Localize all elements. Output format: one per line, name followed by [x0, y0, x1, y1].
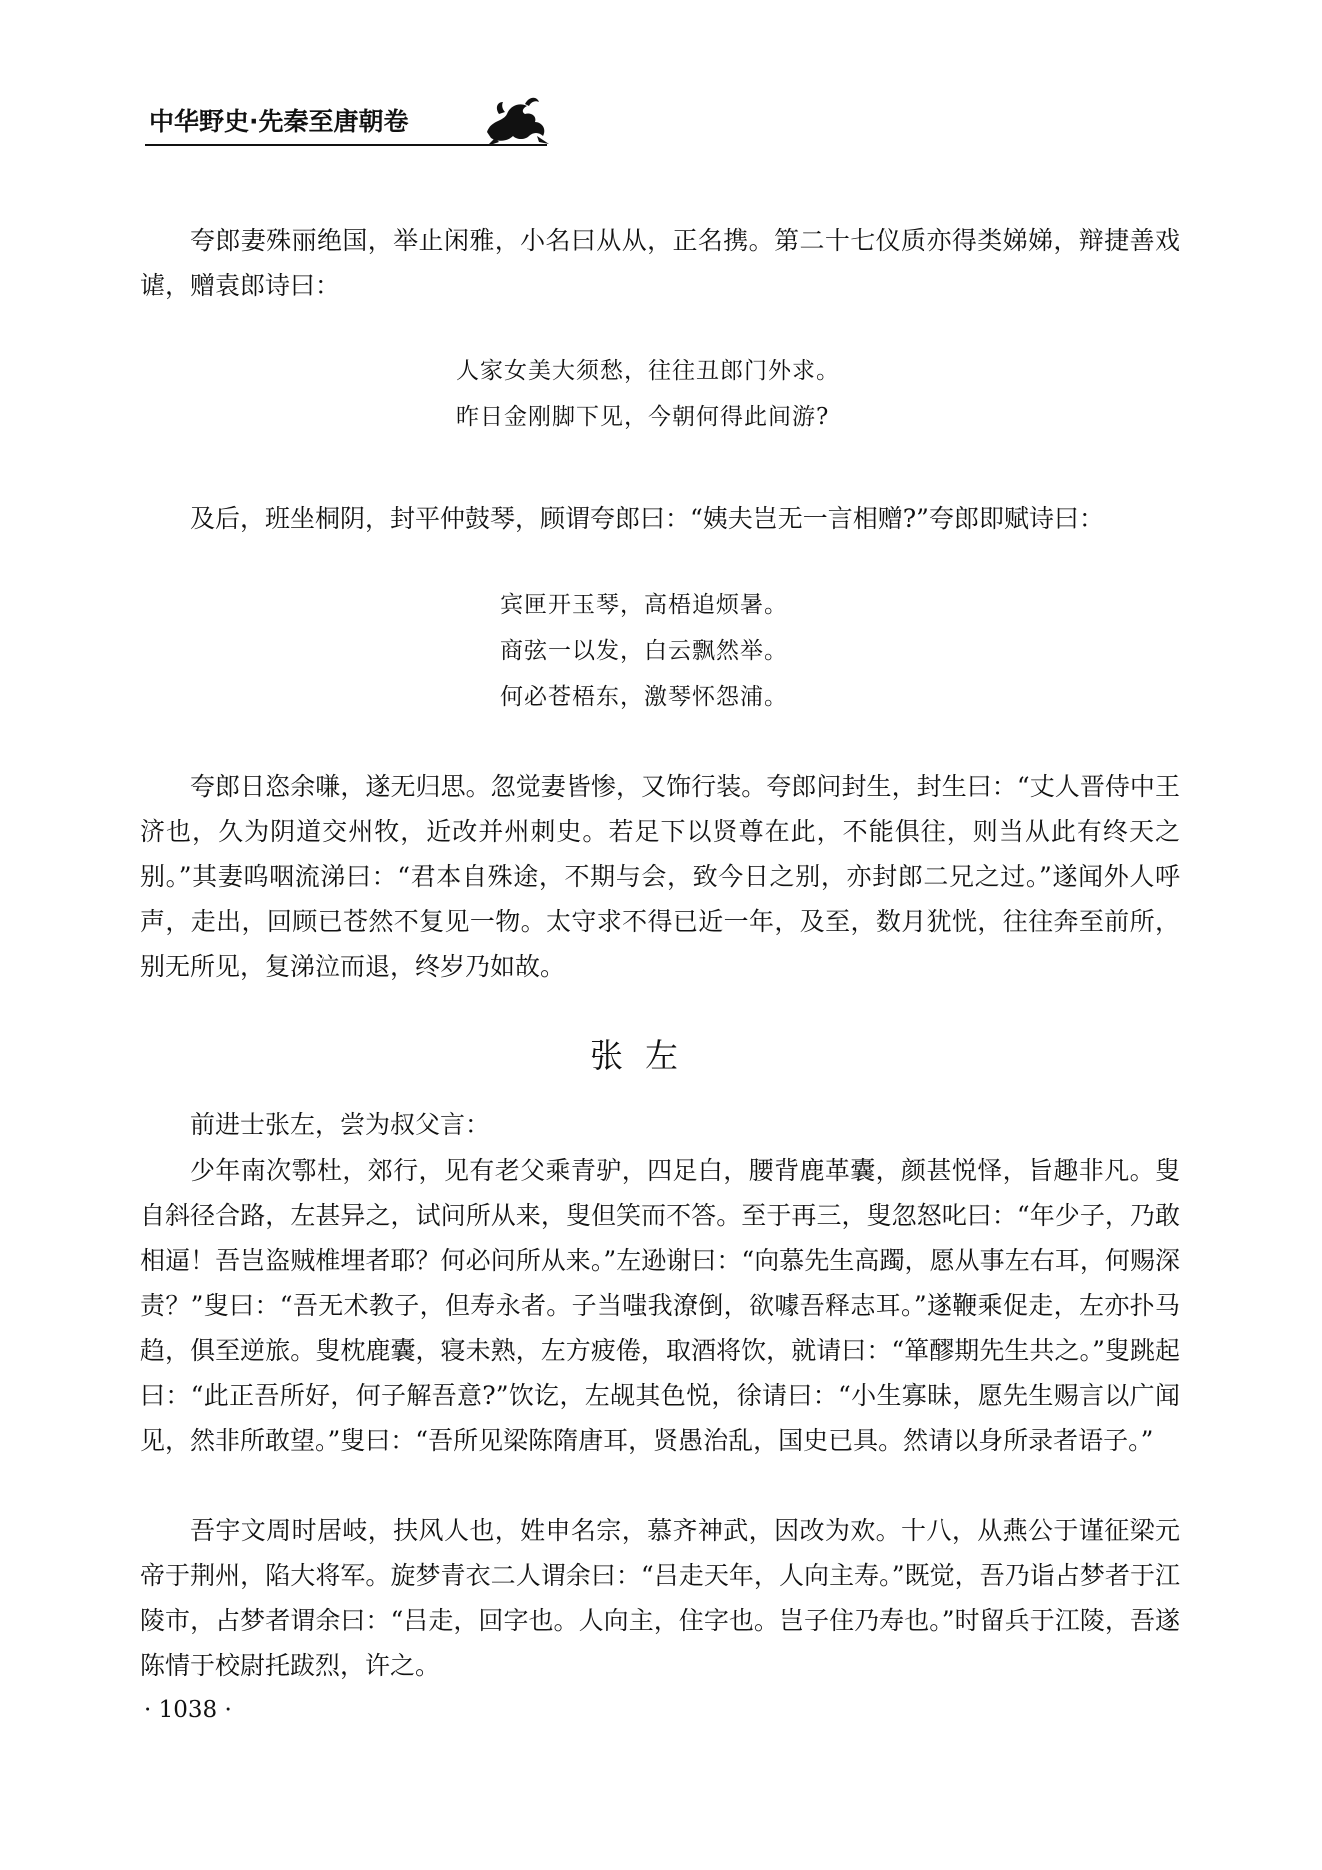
- poem-1-line-2: 昨日金刚脚下见，今朝何得此间游?: [456, 404, 830, 430]
- poem-2-line-2: 商弦一以发，白云飘然举。: [500, 638, 788, 664]
- section-title: 张左: [590, 1036, 700, 1075]
- paragraph-5: 少年南次鄠杜，郊行，见有老父乘青驴，四足白，腰背鹿革囊，颜甚悦怿，旨趣非凡。叟自斜径合路，左甚异之，试问所从来，叟但笑而不答。至于再三，叟忽怒叱曰：“年少子，乃敢相逼！吾岂盗贼椎埋者耶？何必问所从来。”左逊谢曰：“向慕先生高躅，愿从事左右耳，何赐深责？”叟曰：“吾无术教子，但寿永者。子当嗤我潦倒，欲噱吾释志耳。”遂鞭乘促走，左亦扑马趋，俱至逆旅。叟枕鹿囊，寝未熟，左方疲倦，取酒将饮，就请曰：“箪醪期先生共之。”叟跳起曰：“此正吾所好，何子解吾意?”饮讫，左觇其色悦，徐请曰：“小生寡昧，愿先生赐言以广闻见，然非所敢望。”叟曰：“吾所见梁陈隋唐耳，贤愚治乱，国史已具。然请以身所录者语子。”: [140, 1156, 1180, 1455]
- page-number: · 1038 ·: [144, 1697, 232, 1723]
- paragraph-4: 前进士张左，尝为叔父言：: [190, 1110, 491, 1139]
- header-title: 中华野史·先秦至唐朝卷: [149, 107, 409, 136]
- running-header: [145, 92, 547, 152]
- header-rule: [145, 144, 547, 146]
- poem-1-line-1: 人家女美大须愁，往往丑郎门外求。: [456, 358, 840, 384]
- poem-1: [456, 348, 840, 440]
- poem-2-line-3: 何必苍梧东，激琴怀怨浦。: [500, 684, 788, 710]
- paragraph-3: 夸郎日恣余嗛，遂无归思。忽觉妻皆惨，又饰行装。夸郎问封生，封生曰：“丈人晋侍中王济也，久为阴道交州牧，近改并州刺史。若足下以贤尊在此，不能俱往，则当从此有终天之别。”其妻呜咽流涕曰：“君本自殊途，不期与会，致今日之别，亦封郎二兄之过。”遂闻外人呼声，走出，回顾已苍然不复见一物。太守求不得已近一年，及至，数月犹恍，往往奔至前所，别无所见，复涕泣而退，终岁乃如故。: [140, 772, 1180, 981]
- paragraph-6: 吾宇文周时居岐，扶风人也，姓申名宗，慕齐神武，因改为欢。十八，从燕公于谨征梁元帝于荆州，陷大将军。旋梦青衣二人谓余曰：“吕走天年，人向主寿。”既觉，吾乃诣占梦者于江陵市，占梦者谓余曰：“吕走，回字也。人向主，住字也。岂子住乃寿也。”时留兵于江陵，吾遂陈情于校尉托跋烈，许之。: [140, 1516, 1180, 1680]
- poem-2-line-1: 宾匣开玉琴，高梧追烦暑。: [500, 592, 788, 618]
- paragraph-1: 夸郎妻殊丽绝国，举止闲雅，小名曰从从，正名携。第二十七仪质亦得类娣娣，辩捷善戏谑，赠袁郎诗曰：: [140, 226, 1180, 300]
- paragraph-2: 及后，班坐桐阴，封平仲鼓琴，顾谓夸郎曰：“姨夫岂无一言相赠?”夸郎即赋诗曰：: [190, 504, 1104, 533]
- poem-2: [500, 582, 788, 720]
- dragon-logo-icon: [477, 92, 557, 148]
